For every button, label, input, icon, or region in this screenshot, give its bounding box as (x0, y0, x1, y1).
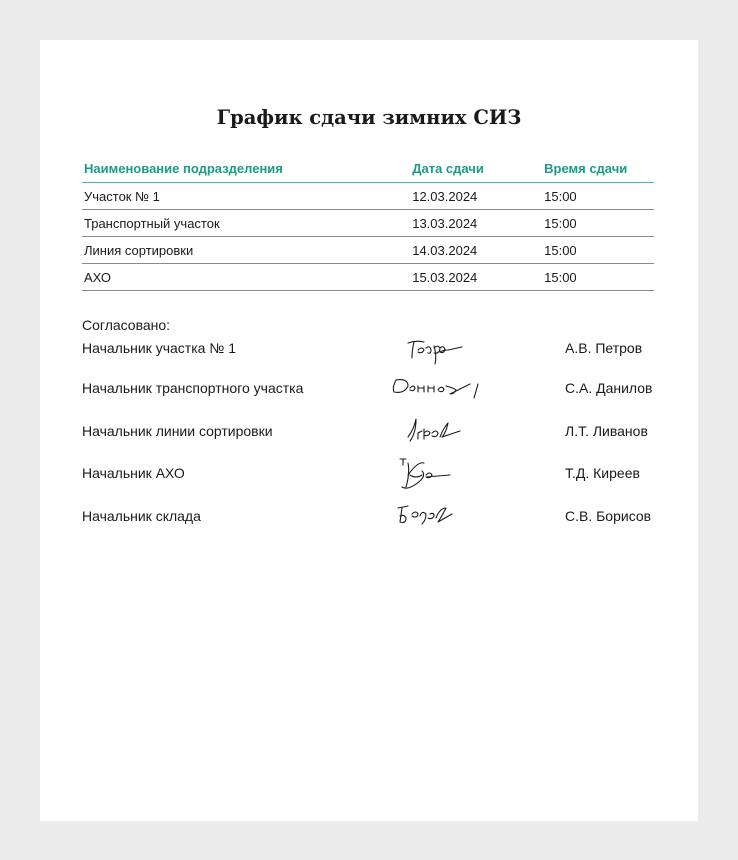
cell-date: 15.03.2024 (410, 264, 542, 291)
header-department: Наименование подразделения (82, 155, 410, 183)
signatory-name: С.В. Борисов (565, 508, 652, 524)
signature-image (382, 328, 502, 368)
signature-image (382, 368, 502, 408)
cell-department: Линия сортировки (82, 237, 410, 264)
schedule-table (82, 155, 654, 291)
table-row (82, 264, 654, 291)
signatory-position: Начальник АХО (82, 465, 185, 481)
signatory-position: Начальник участка № 1 (82, 340, 236, 356)
cell-department: Транспортный участок (82, 210, 410, 237)
cell-department: Участок № 1 (82, 183, 410, 210)
cell-date: 14.03.2024 (410, 237, 542, 264)
table-row (82, 237, 654, 264)
signatory-name: А.В. Петров (565, 340, 643, 356)
approval-label: Согласовано: (82, 317, 171, 333)
signatory-row (82, 411, 662, 451)
cell-time: 15:00 (542, 264, 654, 291)
cell-date: 12.03.2024 (410, 183, 542, 210)
signatory-position: Начальник линии сортировки (82, 423, 273, 439)
signature-image (382, 411, 502, 451)
header-date: Дата сдачи (410, 155, 542, 183)
cell-date: 13.03.2024 (410, 210, 542, 237)
cell-department: АХО (82, 264, 410, 291)
signatory-row (82, 368, 662, 408)
table-row (82, 210, 654, 237)
table-row (82, 183, 654, 210)
page-title: График сдачи зимних СИЗ (216, 106, 522, 129)
signatory-row (82, 496, 662, 536)
cell-time: 15:00 (542, 210, 654, 237)
cell-time: 15:00 (542, 183, 654, 210)
signatory-position: Начальник транспортного участка (82, 380, 304, 396)
table-header-row (82, 155, 654, 183)
signatory-row (82, 328, 662, 368)
signatory-row (82, 453, 662, 493)
signature-image (382, 496, 502, 536)
signatory-name: Т.Д. Киреев (565, 465, 640, 481)
signatory-position: Начальник склада (82, 508, 201, 524)
header-time: Время сдачи (542, 155, 654, 183)
signatory-name: С.А. Данилов (565, 380, 653, 396)
signatory-name: Л.Т. Ливанов (565, 423, 648, 439)
signature-image (382, 453, 502, 493)
cell-time: 15:00 (542, 237, 654, 264)
